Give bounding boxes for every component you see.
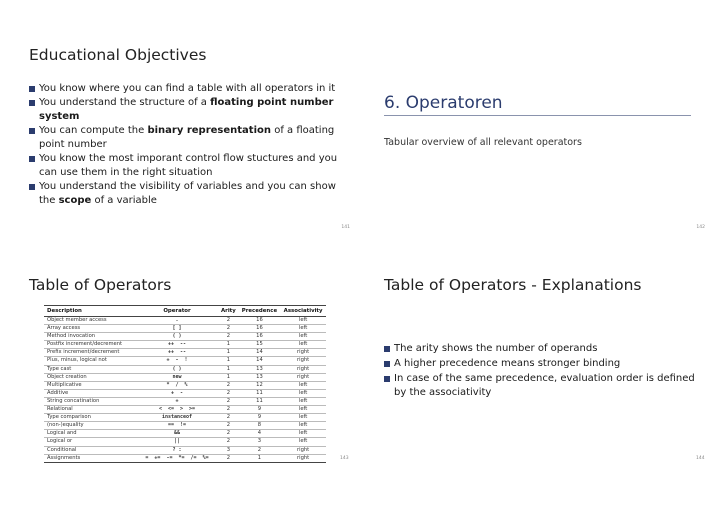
cell-arity: 1 [218, 349, 239, 357]
cell-associativity: right [280, 454, 326, 462]
cell-description: (non-)equality [44, 422, 136, 430]
cell-precedence: 13 [239, 365, 280, 373]
column-header: Operator [136, 306, 218, 317]
slide-title-explanations: Table of Operators - Explanations [384, 276, 642, 294]
title-divider [384, 115, 691, 116]
column-header: Associativity [280, 306, 326, 317]
cell-precedence: 1 [239, 454, 280, 462]
column-header: Description [44, 306, 136, 317]
cell-arity: 2 [218, 325, 239, 333]
cell-description: Plus, minus, logical not [44, 357, 136, 365]
cell-description: Object member access [44, 317, 136, 325]
cell-operator: ++ -- [136, 349, 218, 357]
cell-precedence: 2 [239, 446, 280, 454]
cell-description: Relational [44, 406, 136, 414]
cell-arity: 2 [218, 317, 239, 325]
slide-title: Educational Objectives [29, 46, 207, 64]
cell-description: Type cast [44, 365, 136, 373]
page-number: 142 [696, 225, 705, 230]
cell-arity: 3 [218, 446, 239, 454]
cell-arity: 1 [218, 341, 239, 349]
table-row [44, 430, 326, 438]
list-item: In case of the same precedence, evaluation order is defined by the associativity [384, 372, 696, 400]
cell-associativity: left [280, 381, 326, 389]
cell-associativity: left [280, 438, 326, 446]
cell-arity: 2 [218, 381, 239, 389]
cell-operator: < <= > >= [136, 406, 218, 414]
list-item: You know the most imporant control flow stuctures and you can use them in the right situation [29, 152, 341, 180]
cell-precedence: 13 [239, 373, 280, 381]
table-row [44, 365, 326, 373]
table-header-row [44, 306, 326, 317]
cell-precedence: 16 [239, 325, 280, 333]
table-row [44, 317, 326, 325]
cell-associativity: right [280, 373, 326, 381]
cell-description: Postfix increment/decrement [44, 341, 136, 349]
cell-operator: == != [136, 422, 218, 430]
cell-associativity: left [280, 406, 326, 414]
section-title: 6. Operatoren [384, 93, 503, 113]
cell-description: Type comparison [44, 414, 136, 422]
table-row [44, 325, 326, 333]
list-item: The arity shows the number of operands [384, 342, 696, 356]
cell-associativity: left [280, 333, 326, 341]
table-row [44, 422, 326, 430]
cell-arity: 1 [218, 357, 239, 365]
cell-operator: * / % [136, 381, 218, 389]
cell-arity: 2 [218, 454, 239, 462]
cell-description: Prefix increment/decrement [44, 349, 136, 357]
slide-educational-objectives [0, 0, 360, 240]
cell-arity: 2 [218, 397, 239, 405]
cell-associativity: left [280, 414, 326, 422]
page-number: 144 [696, 456, 705, 461]
table-row [44, 333, 326, 341]
cell-operator: . [136, 317, 218, 325]
cell-arity: 2 [218, 333, 239, 341]
cell-operator: + - ! [136, 357, 218, 365]
cell-arity: 2 [218, 414, 239, 422]
cell-precedence: 16 [239, 317, 280, 325]
cell-arity: 2 [218, 422, 239, 430]
cell-associativity: left [280, 317, 326, 325]
cell-arity: 2 [218, 438, 239, 446]
column-header: Arity [218, 306, 239, 317]
cell-operator: new [136, 373, 218, 381]
table-row [44, 414, 326, 422]
cell-operator: ( ) [136, 333, 218, 341]
cell-precedence: 14 [239, 349, 280, 357]
table-row [44, 454, 326, 462]
cell-operator: && [136, 430, 218, 438]
cell-associativity: left [280, 341, 326, 349]
cell-operator: + - [136, 389, 218, 397]
cell-precedence: 16 [239, 333, 280, 341]
cell-description: Logical and [44, 430, 136, 438]
cell-operator: [ ] [136, 325, 218, 333]
cell-description: Conditional [44, 446, 136, 454]
list-item: You know where you can find a table with all operators in it [29, 82, 341, 96]
section-subtitle: Tabular overview of all relevant operators [384, 137, 582, 148]
table-row [44, 397, 326, 405]
slide-title-table: Table of Operators [29, 276, 172, 294]
cell-description: Multiplicative [44, 381, 136, 389]
cell-description: Array access [44, 325, 136, 333]
cell-description: Assignments [44, 454, 136, 462]
cell-precedence: 11 [239, 397, 280, 405]
operators-table [44, 305, 326, 463]
table-row [44, 373, 326, 381]
cell-arity: 2 [218, 430, 239, 438]
table-row [44, 349, 326, 357]
list-item: You can compute the binary representation of a floating point number [29, 124, 341, 152]
cell-associativity: right [280, 446, 326, 454]
table-row [44, 389, 326, 397]
cell-associativity: right [280, 365, 326, 373]
cell-description: String concatination [44, 397, 136, 405]
cell-description: Additive [44, 389, 136, 397]
table-row [44, 438, 326, 446]
table-row [44, 357, 326, 365]
slide-section-title [360, 0, 720, 240]
table-row [44, 446, 326, 454]
cell-operator: instanceof [136, 414, 218, 422]
cell-precedence: 4 [239, 430, 280, 438]
table-body [44, 317, 326, 463]
cell-precedence: 9 [239, 414, 280, 422]
cell-associativity: right [280, 357, 326, 365]
list-item: A higher precedence means stronger binding [384, 357, 696, 371]
cell-associativity: left [280, 389, 326, 397]
list-item: You understand the structure of a floating point number system [29, 96, 341, 124]
cell-arity: 2 [218, 389, 239, 397]
cell-associativity: right [280, 349, 326, 357]
cell-description: Method invocation [44, 333, 136, 341]
explanations-list [384, 342, 696, 401]
table-row [44, 381, 326, 389]
cell-associativity: left [280, 422, 326, 430]
cell-description: Object creation [44, 373, 136, 381]
objectives-list [29, 82, 341, 208]
column-header: Precedence [239, 306, 280, 317]
table-row [44, 406, 326, 414]
cell-operator: || [136, 438, 218, 446]
cell-precedence: 9 [239, 406, 280, 414]
cell-precedence: 11 [239, 389, 280, 397]
page-number: 141 [341, 225, 350, 230]
cell-precedence: 14 [239, 357, 280, 365]
cell-arity: 1 [218, 373, 239, 381]
cell-precedence: 8 [239, 422, 280, 430]
page-number: 143 [340, 456, 349, 461]
cell-associativity: left [280, 397, 326, 405]
cell-arity: 1 [218, 365, 239, 373]
cell-operator: ? : [136, 446, 218, 454]
cell-operator: = += -= *= /= %= [136, 454, 218, 462]
cell-associativity: left [280, 325, 326, 333]
cell-operator: ++ -- [136, 341, 218, 349]
cell-operator: ( ) [136, 365, 218, 373]
cell-operator: + [136, 397, 218, 405]
list-item: You understand the visibility of variables and you can show the scope of a variable [29, 180, 341, 208]
cell-precedence: 3 [239, 438, 280, 446]
table-row [44, 341, 326, 349]
cell-associativity: left [280, 430, 326, 438]
cell-precedence: 12 [239, 381, 280, 389]
cell-arity: 2 [218, 406, 239, 414]
cell-description: Logical or [44, 438, 136, 446]
cell-precedence: 15 [239, 341, 280, 349]
